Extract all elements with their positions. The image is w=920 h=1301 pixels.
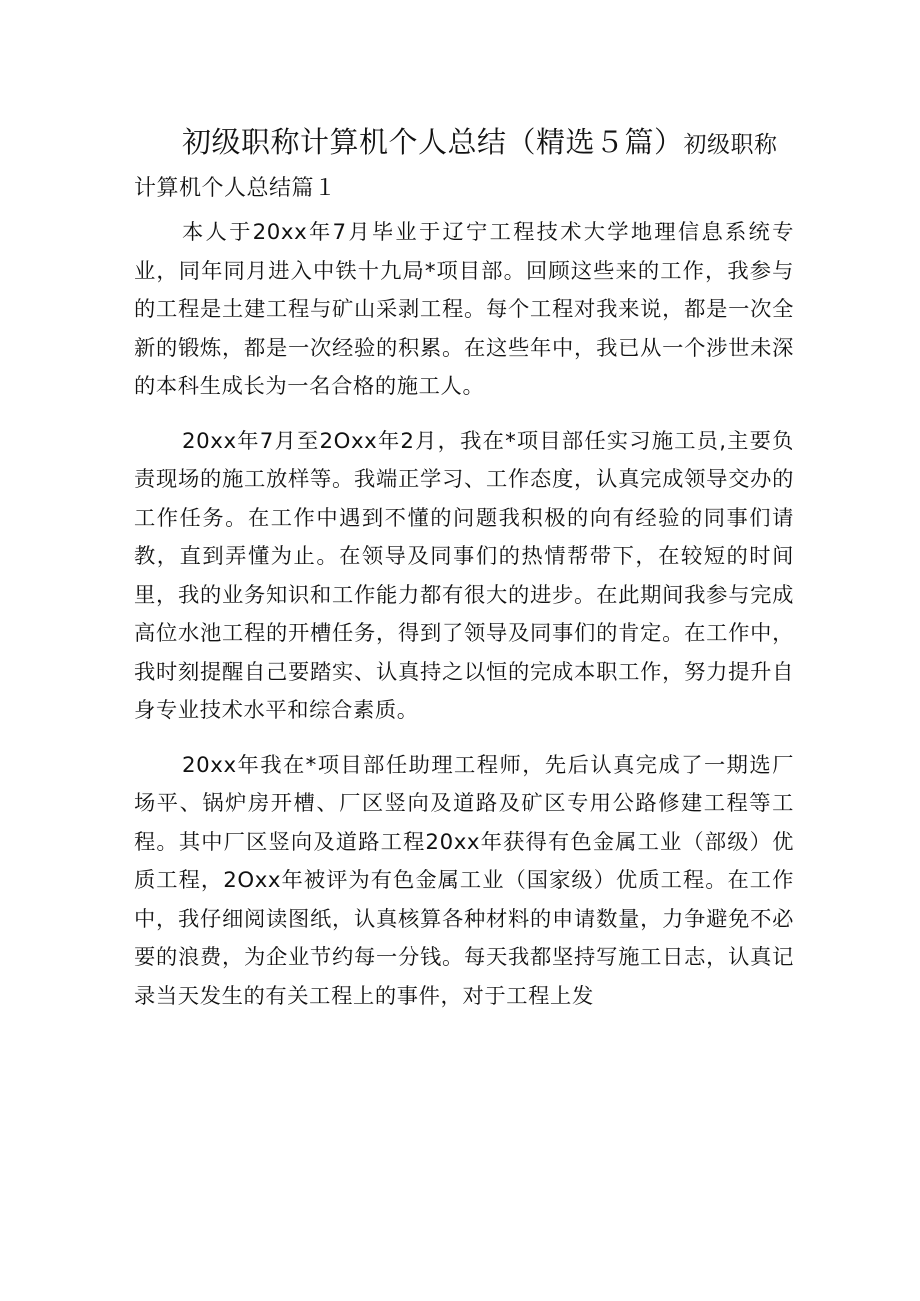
paragraph-1: 本人于20xx年7月毕业于辽宁工程技术大学地理信息系统专业，同年同月进入中铁十九局*项目部。回顾这些来的工作，我参与的工程是土建工程与矿山采剥工程。每个工程对我来说，都是一次全新的锻炼，都是一次经验的积累。在这些年中，我已从一个涉世未深的本科生成长为一名合格的施工人。 [134,220,794,399]
document-title [134,116,794,203]
title-subtitle: 计算机个人总结篇１ [134,176,337,201]
document-body [134,214,794,1032]
title-tail: 初级职称 [683,132,778,158]
paragraph-2: 20xx年7月至2Oxx年2月，我在*项目部任实习施工员,主要负责现场的施工放样等。我端正学习、工作态度，认真完成领导交办的工作任务。在工作中遇到不懂的问题我积极的向有经验的同事们请教，直到弄懂为止。在领导及同事们的热情帮带下，在较短的时间里，我的业务知识和工作能力都有很大的进步。在此期间我参与完成高位水池工程的开槽任务，得到了领导及同事们的肯定。在工作中，我时刻提醒自己要踏实、认真持之以恒的完成本职工作，努力提升自身专业技术水平和综合素质。 [134,428,794,723]
title-main: 初级职称计算机个人总结（精选５篇） [182,125,684,159]
paragraph-3: 20xx年我在*项目部任助理工程师，先后认真完成了一期选厂场平、锅炉房开槽、厂区竖向及道路及矿区专用公路修建工程等工程。其中厂区竖向及道路工程20xx年获得有色金属工业（部级）优质工程，2Oxx年被评为有色金属工业（国家级）优质工程。在工作中，我仔细阅读图纸，认真核算各种材料的申请数量，力争避免不必要的浪费，为企业节约每一分钱。每天我都坚持写施工日志，认真记录当天发生的有关工程上的事件，对于工程上发 [134,752,794,1009]
